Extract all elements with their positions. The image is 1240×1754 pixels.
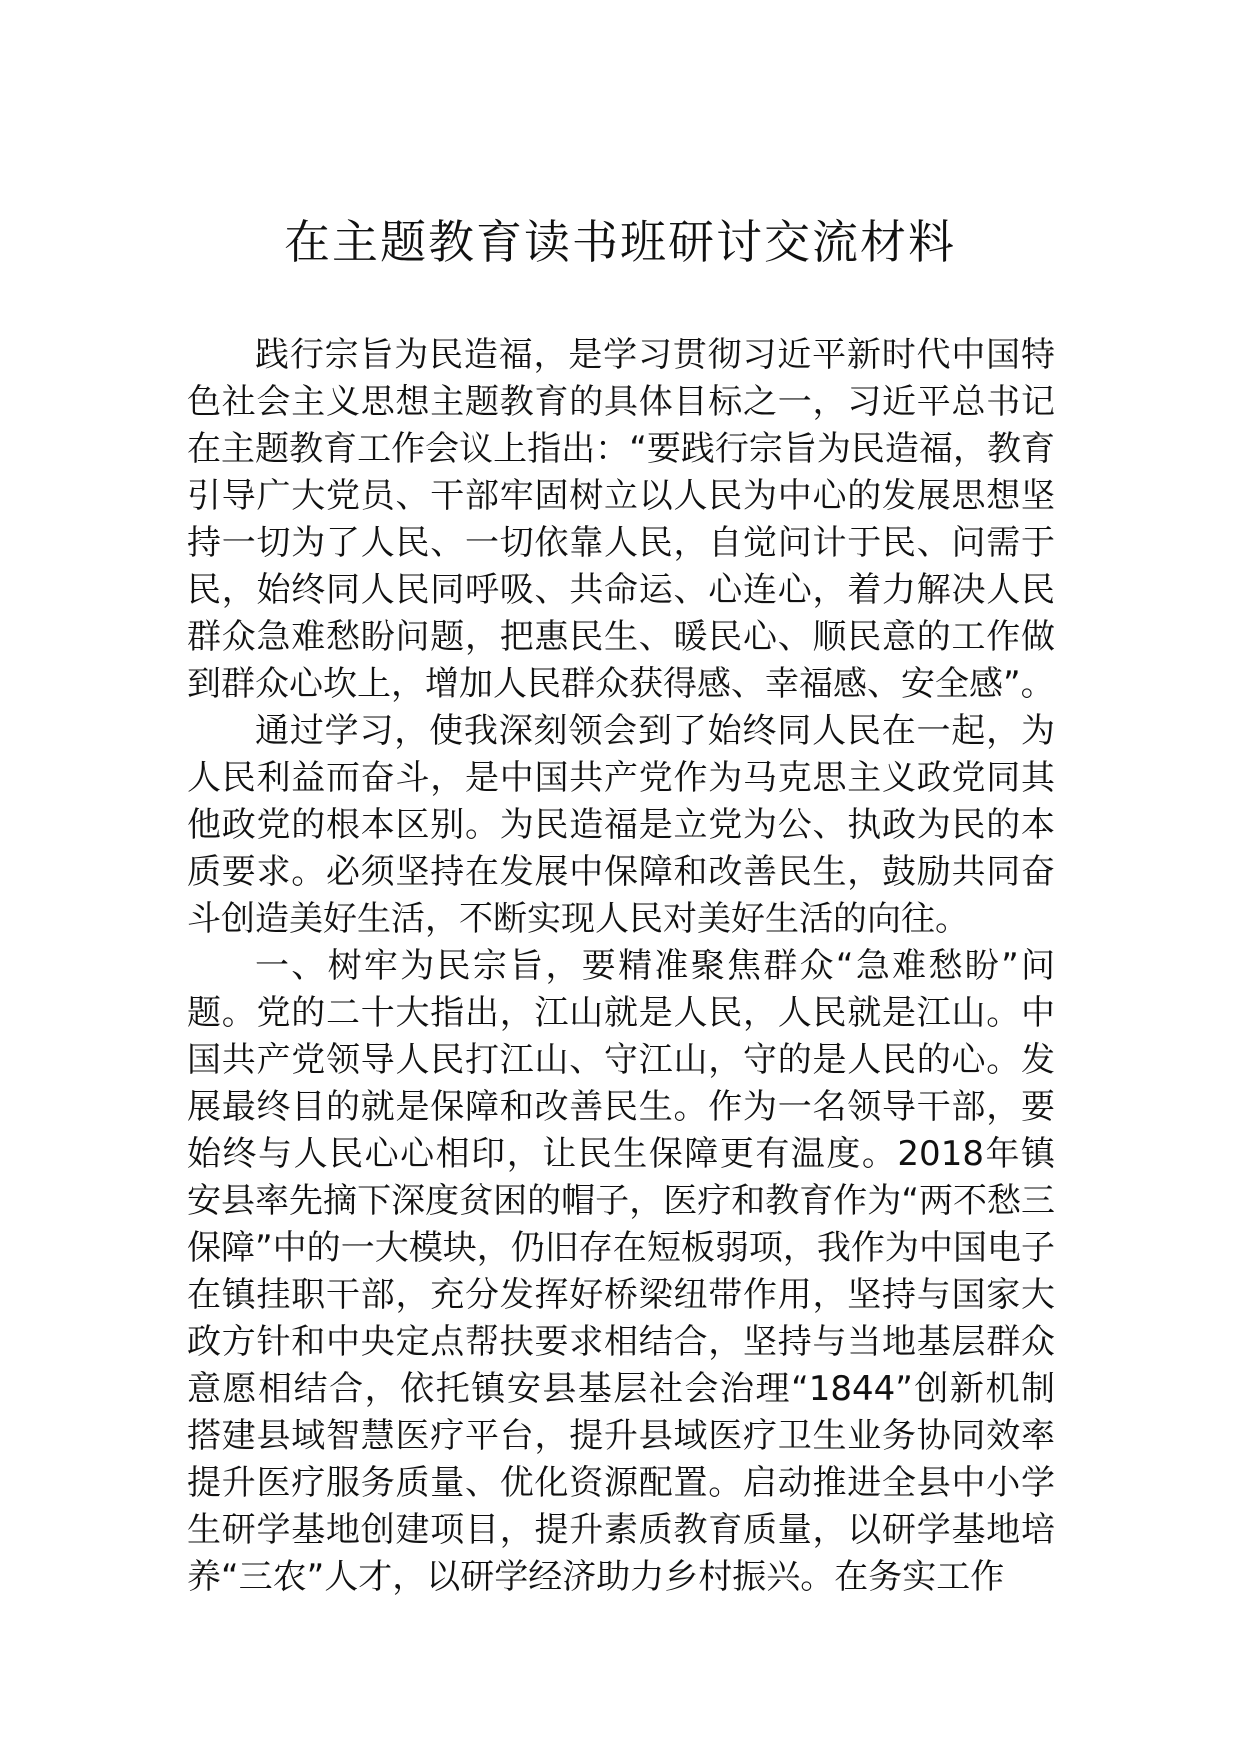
paragraph-1: 践行宗旨为民造福，是学习贯彻习近平新时代中国特色社会主义思想主题教育的具体目标之一，习近平总书记在主题教育工作会议上指出：“要践行宗旨为民造福，教育引导广大党员、干部牢固树立以人民为中心的发展思想坚持一切为了人民、一切依靠人民，自觉问计于民、问需于民，始终同人民同呼吸、共命运、心连心，着力解决人民群众急难愁盼问题，把惠民生、暖民心、顺民意的工作做到群众心坎上，增加人民群众获得感、幸福感、安全感”。 [187, 335, 1055, 704]
paragraph-3: 一、树牢为民宗旨，要精准聚焦群众“急难愁盼”问题。党的二十大指出，江山就是人民，人民就是江山。中国共产党领导人民打江山、守江山，守的是人民的心。发展最终目的就是保障和改善民生。作为一名领导干部，要始终与人民心心相印，让民生保障更有温度。2018年镇安县率先摘下深度贫困的帽子，医疗和教育作为“两不愁三保障”中的一大模块，仍旧存在短板弱项，我作为中国电子在镇挂职干部，充分发挥好桥梁纽带作用，坚持与国家大政方针和中央定点帮扶要求相结合，坚持与当地基层群众意愿相结合，依托镇安县基层社会治理“1844”创新机制搭建县域智慧医疗平台，提升县域医疗卫生业务协同效率提升医疗服务质量、优化资源配置。启动推进全县中小学生研学基地创建项目，提升素质教育质量，以研学基地培养“三农”人才，以研学经济助力乡村振兴。在务实工作 [187, 946, 1055, 1597]
document-title: 在主题教育读书班研讨交流材料 [284, 215, 956, 269]
paragraph-2: 通过学习，使我深刻领会到了始终同人民在一起，为人民利益而奋斗，是中国共产党作为马克思主义政党同其他政党的根本区别。为民造福是立党为公、执政为民的本质要求。必须坚持在发展中保障和改善民生，鼓励共同奋斗创造美好生活，不断实现人民对美好生活的向往。 [187, 711, 1055, 939]
document-body [187, 332, 1055, 1601]
